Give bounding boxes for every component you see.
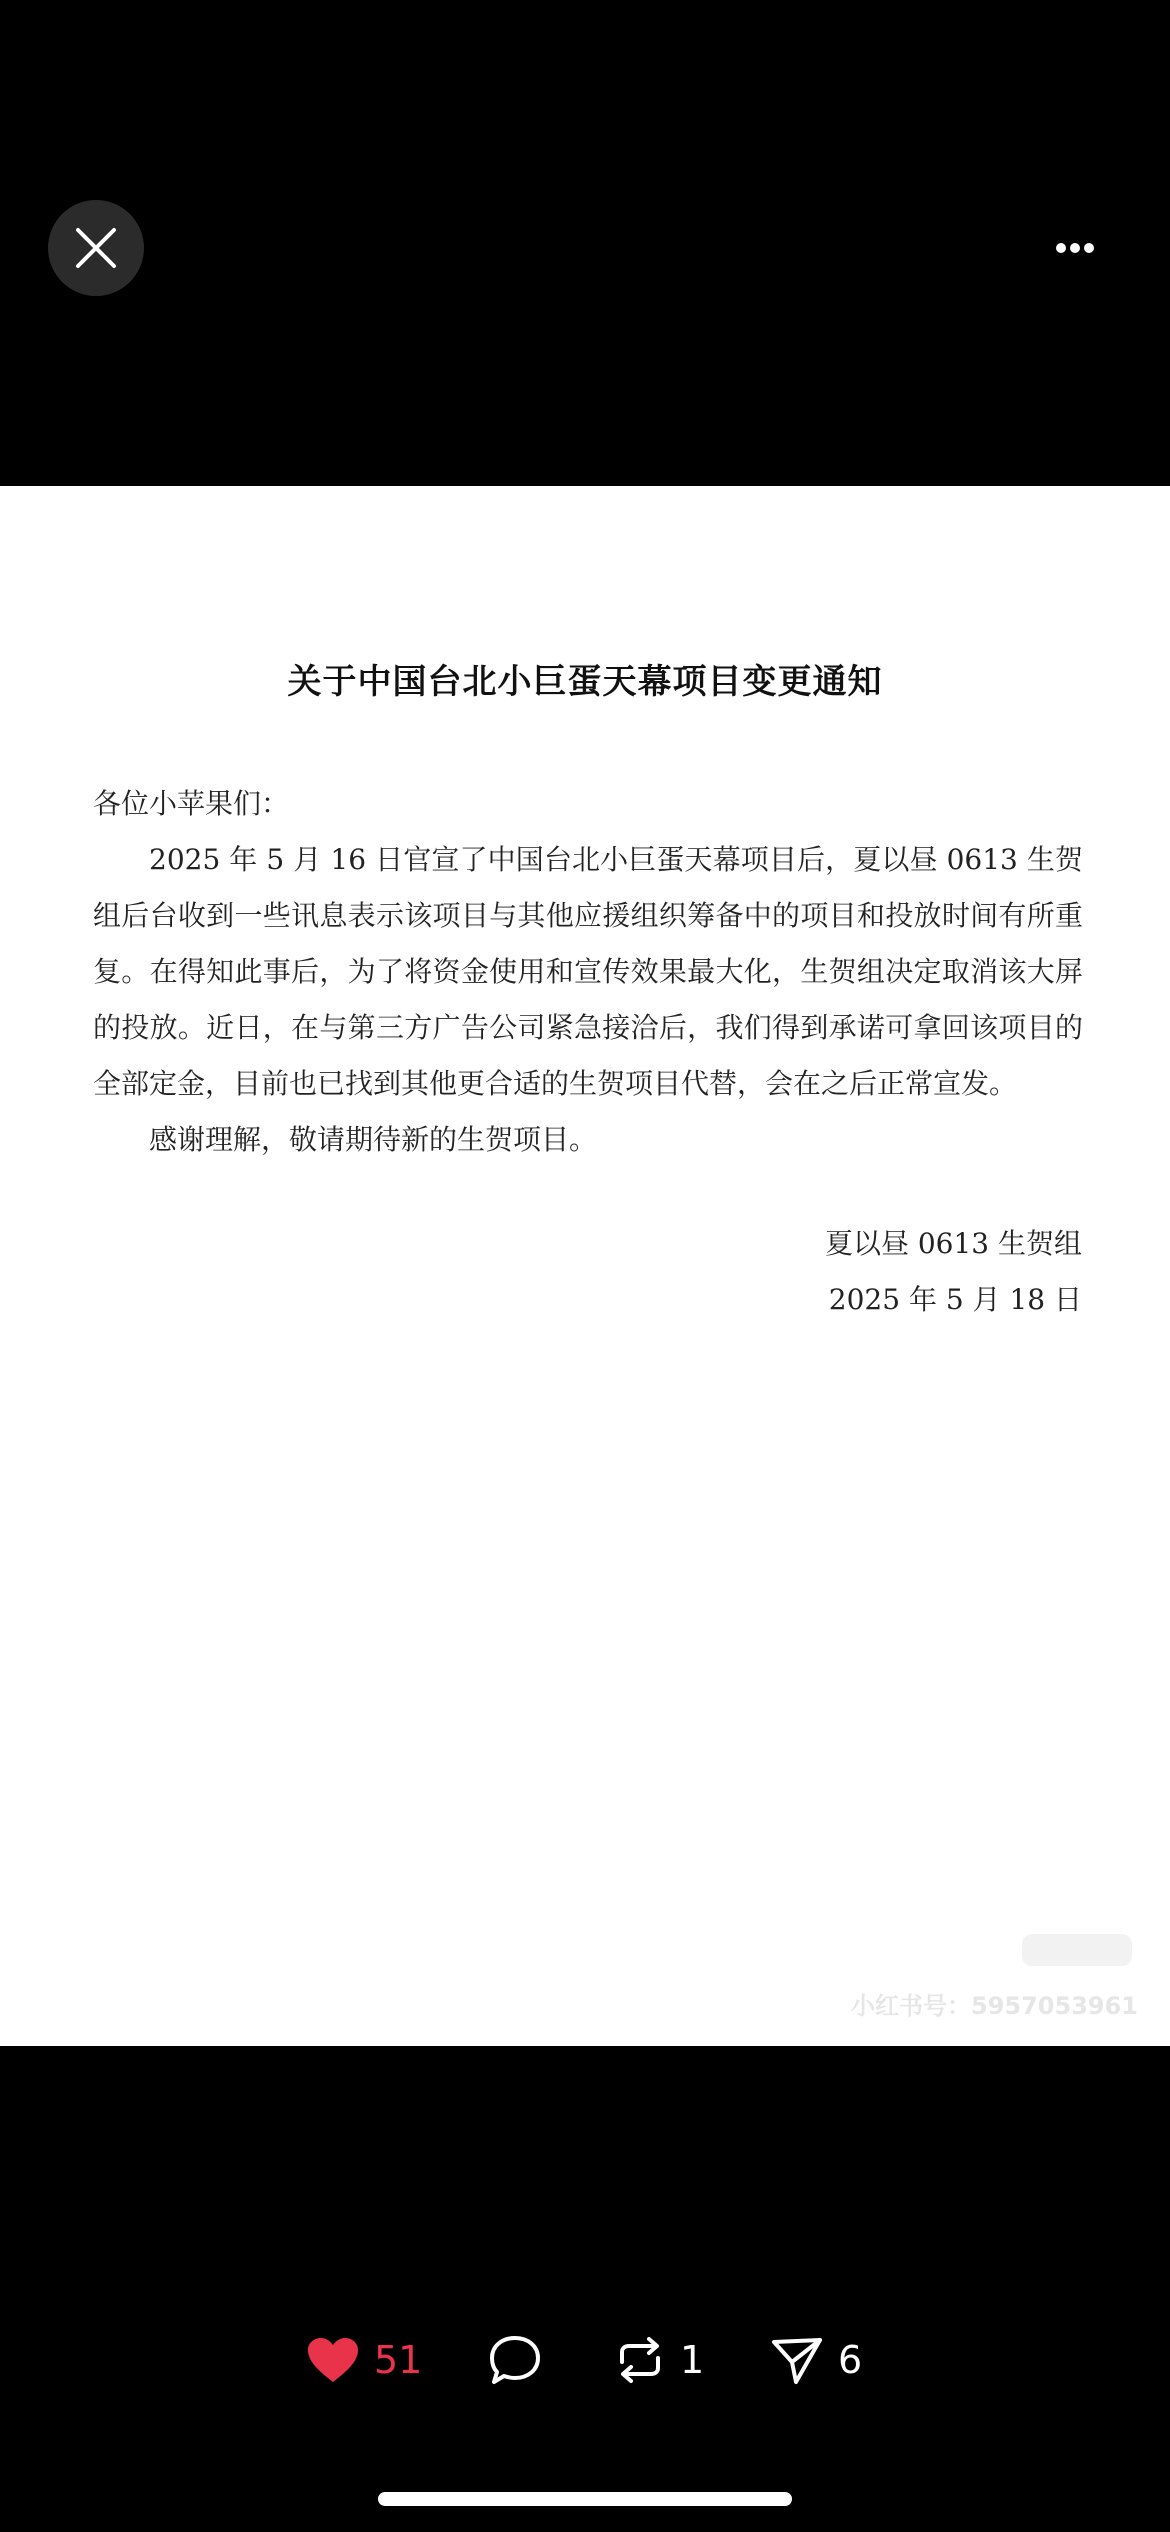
- signature-date: 2025 年 5 月 18 日: [828, 1283, 1082, 1316]
- more-button[interactable]: [1040, 220, 1110, 276]
- close-icon: [74, 226, 118, 270]
- heart-icon: [306, 2336, 360, 2384]
- signature-org: 夏以昼 0613 生贺组: [824, 1227, 1082, 1260]
- more-icon: [1055, 242, 1095, 254]
- close-button[interactable]: [48, 200, 144, 296]
- notice-title: 关于中国台北小巨蛋天幕项目变更通知: [287, 662, 883, 702]
- repost-count: 1: [680, 2338, 705, 2382]
- share-count: 6: [838, 2338, 863, 2382]
- share-button[interactable]: [770, 2320, 862, 2400]
- notice-greeting: 各位小苹果们：: [93, 787, 290, 820]
- share-icon: [770, 2334, 824, 2386]
- watermark: 小红书号：5957053961: [851, 1992, 1138, 2020]
- like-button[interactable]: [306, 2320, 422, 2400]
- notice-signature: [825, 1216, 1082, 1328]
- watermark-logo: [1022, 1934, 1132, 1966]
- repost-button[interactable]: [614, 2320, 704, 2400]
- notice-body: [93, 776, 1083, 1168]
- notice-paragraph: 2025 年 5 月 16 日官宣了中国台北小巨蛋天幕项目后，夏以昼 0613 生贺组后台收到一些讯息表示该项目与其他应援组织筹备中的项目和投放时间有所重复。在得知此事后，为了将资金使用和宣传效果最大化，生贺组决定取消该大屏的投放。近日，在与第三方广告公司紧急接洽后，我们得到承诺可拿回该项目的全部定金，目前也已找到其他更合适的生贺项目代替，会在之后正常宣发。: [93, 843, 1083, 1100]
- comment-icon: [488, 2334, 542, 2386]
- comment-button[interactable]: [488, 2320, 542, 2400]
- top-bar: [0, 0, 1170, 486]
- notice-image[interactable]: [0, 486, 1170, 2046]
- action-bar: [0, 2320, 1170, 2400]
- home-indicator[interactable]: [378, 2492, 792, 2506]
- like-count: 51: [374, 2338, 423, 2382]
- repost-icon: [614, 2334, 666, 2386]
- notice-closing: 感谢理解，敬请期待新的生贺项目。: [149, 1123, 598, 1156]
